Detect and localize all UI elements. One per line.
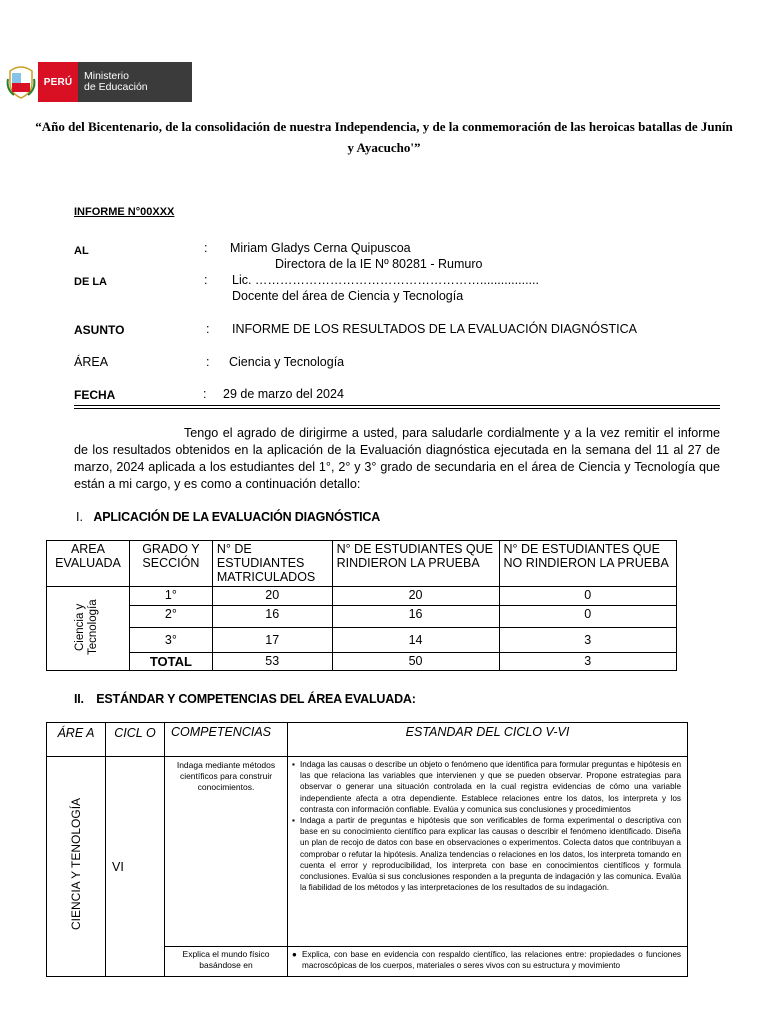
estandar-cell [288,757,688,947]
no-rindieron-cell: 3 [499,628,677,653]
area-value: Ciencia y Tecnología [229,355,345,369]
motto-line2: y Ayacucho'” [347,140,421,155]
area-label: ÁREA [74,355,109,369]
no-rindieron-cell: 0 [499,606,677,628]
standard-bullet [292,815,681,893]
no-rindieron-cell: 0 [499,587,677,606]
ciclo-value: VI [112,859,124,874]
coat-of-arms-icon [4,62,38,102]
table-row [47,757,688,947]
matriculados-cell: 16 [212,606,332,628]
table-header-row [47,541,677,587]
competencia-cell: Indaga mediante métodos científicos para construir conocimientos. [165,757,288,947]
intro-text: Tengo el agrado de dirigirme a usted, para saludarle cordialmente y a la vez remitir el informe de los resultados obtenidos en la aplicación de la Evaluación diagnóstica ejecutada en la semana del 11 al 27 de marzo, 2024 aplicada a los estudiantes del 1°, 2° y 3° grado de secundaria en el área de Ciencia y Tecnología que están a mi cargo, y es como a continuación detallo: [74,426,720,491]
col-header-no-rindieron: N° DE ESTUDIANTES QUE NO RINDIERON LA PRUEBA [499,541,677,587]
standards-table [46,722,688,977]
area-vertical-label: Ciencia y Tecnología [73,599,99,655]
col-header-matriculados: N° DE ESTUDIANTES MATRICULADOS [212,541,332,587]
intro-paragraph [74,425,720,493]
dela-colon: : [204,273,208,287]
fecha-colon: : [203,387,207,401]
bullet-icon: ▪ [292,760,295,769]
standard-text: Indaga a partir de preguntas e hipótesis que son verificables de forma experimental o descriptiva con base en su conocimiento científico para explicar las causas o describir el fenómeno identificado. Diseña un plan de recojo de datos con base en observaciones o experimentos. Colecta datos que contribuyan a comprobar o refutar la hipótesis. Analiza tendencias o relaciones en los datos, los interpreta tomando en cuenta el error y reproducibilidad, los interpreta con base en conocimientos científicos y formula conclusiones. Evalúa si sus conclusiones responden a la pregunta de indagación y las comunica. Evalúa la fiabilidad de los métodos y las interpretaciones de los resultados de su indagación. [300,816,681,893]
area-cell [47,757,106,977]
al-name: Miriam Gladys Cerna Quipuscoa [230,241,411,255]
total-no-rindieron: 3 [499,653,677,671]
rindieron-cell: 20 [332,587,499,606]
asunto-colon: : [206,322,210,336]
dela-label: DE LA [74,276,107,288]
dela-name: Lic. ………………………………………………................. [232,273,539,287]
col-header-rindieron: N° DE ESTUDIANTES QUE RINDIERON LA PRUEBA [332,541,499,587]
bullet-icon: ● [292,950,297,959]
section2-number: II. [74,692,84,706]
rindieron-cell: 16 [332,606,499,628]
section2-heading [74,690,416,708]
al-role: Directora de la IE Nº 80281 - Rumuro [275,257,483,271]
standard-text: Indaga las causas o describe un objeto o fenómeno que identifica para formular preguntas e hipótesis en las que relaciona las variables que intervienen y que se pueden observar. Propone estrategias para observar o generar una situación controlada en la cual registra evidencias de cómo una variable independiente afecta a otra dependiente. Establece relaciones entre los datos, los interpreta y los contrasta con información confiable. Evalúa y comunica sus conclusiones y procedimientos [300,760,681,814]
area-vertical-label: CIENCIA Y TENOLOGÍA [69,797,83,931]
standard-text: Explica, con base en evidencia con respaldo científico, las relaciones entre: propiedades o funciones macroscópicas de los cuerpos, materiales o seres vivos con su estructura y movimiento [302,950,681,971]
ministry-name [78,62,192,102]
section1-number: I. [76,510,83,524]
area-colon: : [206,355,210,369]
grado-cell: 1° [129,587,212,606]
separator-line [74,405,720,409]
matriculados-cell: 20 [212,587,332,606]
total-label: TOTAL [129,653,212,671]
fecha-label: FECHA [74,388,116,402]
minedu-logo [4,62,192,102]
section1-title: APLICACIÓN DE LA EVALUACIÓN DIAGNÓSTICA [93,510,381,524]
estandar-cell [288,947,688,977]
al-label: AL [74,245,89,257]
col-header-area: AREA EVALUADA [47,541,130,587]
matriculados-cell: 17 [212,628,332,653]
grado-cell: 2° [129,606,212,628]
bullet-icon: ▪ [292,816,295,826]
col-header-grado: GRADO Y SECCIÓN [129,541,212,587]
table-row [47,606,677,628]
ciclo-cell [106,757,165,977]
results-table [46,540,677,671]
col-header-ciclo [106,723,165,757]
col-header-competencias: COMPETENCIAS [165,723,288,757]
table-row [47,587,677,606]
col-header-area [47,723,106,757]
section1-heading [76,508,380,526]
rindieron-cell: 14 [332,628,499,653]
competencia-cell: Explica el mundo físico basándose en [165,947,288,977]
ministry-line1: Ministerio [84,70,129,82]
total-row [47,653,677,671]
area-cell [47,587,130,671]
asunto-label: ASUNTO [74,323,125,337]
table-row [47,628,677,653]
dela-role: Docente del área de Ciencia y Tecnología [232,289,464,303]
col-header-area-text: ÁRE A [57,726,95,740]
total-rindieron: 50 [332,653,499,671]
standard-bullet [292,759,681,815]
al-colon: : [204,241,208,255]
standard-bullet [292,949,681,971]
asunto-value: INFORME DE LOS RESULTADOS DE LA EVALUACIÓN DIAGNÓSTICA [232,322,637,336]
col-header-estandar: ESTANDAR DEL CICLO V-VI [288,723,688,757]
motto-line1: “Año del Bicentenario, de la consolidación de nuestra Independencia, y de la conmemoración de las heroicas batallas de Junín [35,119,733,134]
section2-title: ESTÁNDAR Y COMPETENCIAS DEL ÁREA EVALUADA: [96,692,416,706]
col-header-ciclo-text: CICL O [114,726,156,740]
fecha-value: 29 de marzo del 2024 [223,387,344,401]
peru-badge: PERÚ [38,62,78,102]
informe-title: INFORME N°00XXX [74,206,175,218]
ministry-line2: de Educación [84,81,148,93]
table-header-row [47,723,688,757]
year-motto [20,116,748,158]
grado-cell: 3° [129,628,212,653]
total-matriculados: 53 [212,653,332,671]
